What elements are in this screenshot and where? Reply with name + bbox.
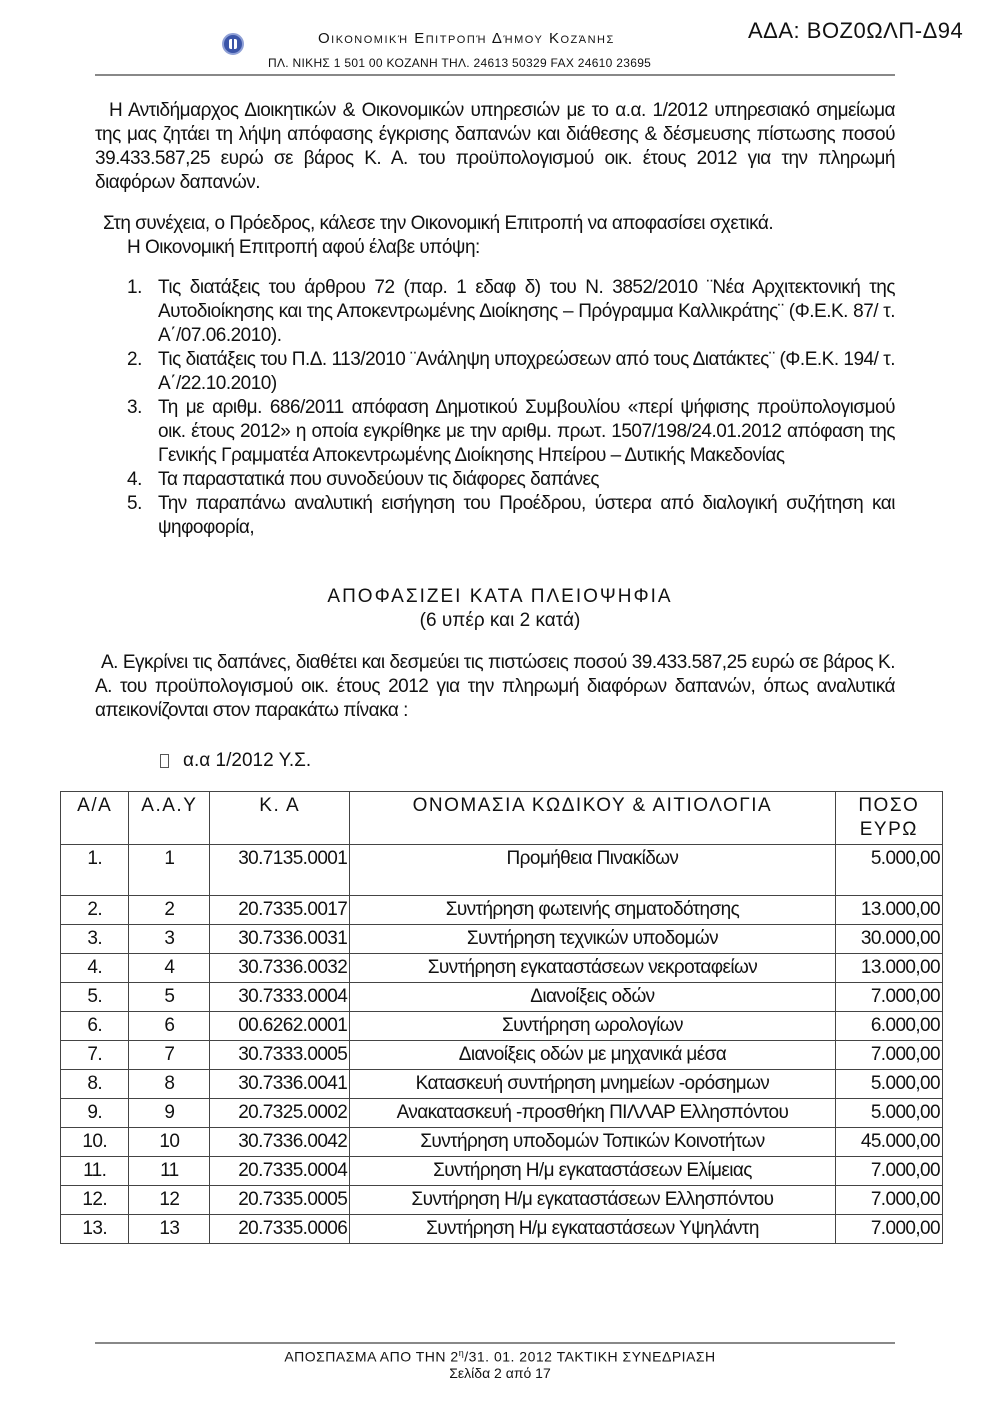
- cell-ka: 20.7325.0002: [210, 1099, 350, 1128]
- cell-amount: 6.000,00: [835, 1012, 942, 1041]
- table-row: [61, 1070, 943, 1099]
- cell-aay: 8: [129, 1070, 210, 1099]
- cell-ka: 30.7333.0004: [210, 983, 350, 1012]
- list-item-number: 2.: [127, 349, 142, 370]
- cell-amount: 13.000,00: [835, 954, 942, 983]
- table-row: [61, 1099, 943, 1128]
- cell-aa: 2.: [61, 896, 129, 925]
- list-item-text: Τις διατάξεις του Π.Δ. 113/2010 ¨Ανάληψη υποχρεώσεων από τους Διατάκτες¨ (Φ.Ε.Κ. 194/ τ. Α΄/22.10.2010): [158, 349, 895, 394]
- cell-aa: 3.: [61, 925, 129, 954]
- cell-ka: 20.7335.0017: [210, 896, 350, 925]
- considerations-list: [127, 276, 895, 540]
- footer-excerpt-prefix: ΑΠΟΣΠΑΣΜΑ ΑΠΟ ΤΗΝ 2: [284, 1348, 459, 1365]
- cell-aa: 12.: [61, 1186, 129, 1215]
- table-row: [61, 845, 943, 896]
- list-item-number: 4.: [127, 469, 142, 490]
- cell-name: Συντήρηση Η/μ εγκαταστάσεων Υψηλάντη: [350, 1215, 835, 1244]
- cell-name: Συντήρηση Η/μ εγκαταστάσεων Ελίμειας: [350, 1157, 835, 1186]
- section-reference: [160, 750, 311, 772]
- table-body: [61, 845, 943, 1244]
- org-title: Οικονομική Επιτροπή Δήμου Κοζάνης: [318, 30, 615, 47]
- list-item-text: Τις διατάξεις του άρθρου 72 (παρ. 1 εδαφ δ) του Ν. 3852/2010 ¨Νέα Αρχιτεκτονική της Αυτοδιοίκησης και της Αποκεντρωμένης Διοίκησης – Πρόγραμμα Καλλικράτης¨ (Φ.Ε.Κ. 87/ τ. Α΄/07.06.2010).: [158, 277, 895, 346]
- list-item-text: Τη με αριθμ. 686/2011 απόφαση Δημοτικού Συμβουλίου «περί ψήφισης προϋπολογισμού οικ. έτους 2012» η οποία εγκρίθηκε με την αριθμ. πρωτ. 1507/198/24.01.2012 απόφαση της Γενικής Γραμματέα Αποκεντρωμένης Διοίκησης Ηπείρου – Δυτικής Μακεδονίας: [158, 397, 895, 466]
- cell-ka: 30.7336.0032: [210, 954, 350, 983]
- cell-ka: 30.7336.0031: [210, 925, 350, 954]
- list-item-number: 3.: [127, 397, 142, 418]
- cell-aa: 11.: [61, 1157, 129, 1186]
- cell-amount: 7.000,00: [835, 1215, 942, 1244]
- cell-amount: 30.000,00: [835, 925, 942, 954]
- vote-count: (6 υπέρ και 2 κατά): [419, 610, 581, 631]
- cell-ka: 20.7335.0004: [210, 1157, 350, 1186]
- cell-ka: 20.7335.0006: [210, 1215, 350, 1244]
- cell-aa: 10.: [61, 1128, 129, 1157]
- cell-aay: 10: [129, 1128, 210, 1157]
- checkbox-bullet-icon: [160, 754, 169, 768]
- list-item-text: Την παραπάνω αναλυτική εισήγηση του Προέδρου, ύστερα από διαλογική συζήτηση και ψηφοφορία,: [158, 493, 895, 538]
- cell-aay: 13: [129, 1215, 210, 1244]
- cell-name: Συντήρηση ωρολογίων: [350, 1012, 835, 1041]
- cell-amount: 7.000,00: [835, 1041, 942, 1070]
- cell-ka: 30.7135.0001: [210, 845, 350, 896]
- cell-aay: 4: [129, 954, 210, 983]
- cell-aay: 9: [129, 1099, 210, 1128]
- cell-amount: 7.000,00: [835, 1186, 942, 1215]
- cell-aay: 3: [129, 925, 210, 954]
- cell-ka: 30.7336.0041: [210, 1070, 350, 1099]
- list-item-number: 1.: [127, 277, 142, 298]
- cell-name: Συντήρηση τεχνικών υποδομών: [350, 925, 835, 954]
- cell-name: Διανοίξεις οδών: [350, 983, 835, 1012]
- footer-excerpt-sup: η: [458, 1348, 465, 1358]
- list-item: [127, 468, 895, 492]
- header-ka: Κ. Α: [210, 792, 350, 845]
- cell-aa: 5.: [61, 983, 129, 1012]
- list-item-text: Τα παραστατικά που συνοδεύουν τις διάφορες δαπάνες: [158, 469, 600, 490]
- cell-ka: 00.6262.0001: [210, 1012, 350, 1041]
- list-item: [127, 492, 895, 540]
- committee-considered-paragraph: Η Οικονομική Επιτροπή αφού έλαβε υπόψη:: [127, 237, 480, 258]
- header-divider: [95, 74, 895, 76]
- intro-paragraph: Η Αντιδήμαρχος Διοικητικών & Οικονομικών υπηρεσιών με το α.α. 1/2012 υπηρεσιακό σημείωμα της μας ζητάει τη λήψη απόφασης έγκρισης δαπανών και διάθεσης & δέσμευσης πίστωσης ποσού 39.433.587,25 ευρώ σε βάρος Κ. Α. του προϋπολογισμού οικ. έτους 2012 για την πληρωμή διαφόρων δαπανών.: [95, 100, 895, 193]
- expenses-table: [60, 791, 943, 1244]
- cell-aa: 9.: [61, 1099, 129, 1128]
- approval-paragraph: Α. Εγκρίνει τις δαπάνες, διαθέτει και δεσμεύει τις πιστώσεις ποσού 39.433.587,25 ευρώ σε βάρος Κ. Α. του προϋπολογισμού οικ. έτους 2012 για την πληρωμή διαφόρων δαπανών, όπως αναλυτικά απεικονίζονται στον παρακάτω πίνακα :: [95, 652, 895, 721]
- cell-aay: 7: [129, 1041, 210, 1070]
- cell-name: Διανοίξεις οδών με μηχανικά μέσα: [350, 1041, 835, 1070]
- cell-name: Συντήρηση φωτεινής σηματοδότησης: [350, 896, 835, 925]
- cell-name: Συντήρηση Η/μ εγκαταστάσεων Ελλησπόντου: [350, 1186, 835, 1215]
- cell-aay: 11: [129, 1157, 210, 1186]
- cell-aa: 1.: [61, 845, 129, 896]
- header-aa: Α/Α: [61, 792, 129, 845]
- cell-ka: 20.7335.0005: [210, 1186, 350, 1215]
- cell-amount: 7.000,00: [835, 983, 942, 1012]
- header-aay: Α.Α.Υ: [129, 792, 210, 845]
- list-item-number: 5.: [127, 493, 142, 514]
- table-row: [61, 1012, 943, 1041]
- ada-code: ΑΔΑ: ΒΟΖ0ΩΛΠ-Δ94: [748, 18, 964, 43]
- cell-aa: 4.: [61, 954, 129, 983]
- cell-aay: 12: [129, 1186, 210, 1215]
- cell-aay: 2: [129, 896, 210, 925]
- cell-aay: 1: [129, 845, 210, 896]
- table-header-row: [61, 792, 943, 845]
- cell-amount: 5.000,00: [835, 1099, 942, 1128]
- footer-divider: [95, 1342, 895, 1344]
- table-row: [61, 954, 943, 983]
- cell-ka: 30.7336.0042: [210, 1128, 350, 1157]
- header-amount: ΠΟΣΟ ΕΥΡΩ: [835, 792, 942, 845]
- cell-aay: 5: [129, 983, 210, 1012]
- table-row: [61, 1186, 943, 1215]
- table-row: [61, 1128, 943, 1157]
- cell-name: Ανακατασκευή -προσθήκη ΠΙΛΛΑΡ Ελλησπόντου: [350, 1099, 835, 1128]
- decision-title: ΑΠΟΦΑΣΙΖΕΙ ΚΑΤΑ ΠΛΕΙΟΨΗΦΙΑ: [327, 586, 673, 607]
- list-item: [127, 348, 895, 396]
- table-row: [61, 925, 943, 954]
- list-item: [127, 396, 895, 468]
- cell-amount: 7.000,00: [835, 1157, 942, 1186]
- header-name: ΟΝΟΜΑΣΙΑ ΚΩΔΙΚΟΥ & ΑΙΤΙΟΛΟΓΙΑ: [350, 792, 835, 845]
- footer-excerpt: [0, 1348, 1000, 1365]
- cell-amount: 45.000,00: [835, 1128, 942, 1157]
- table-row: [61, 1157, 943, 1186]
- cell-ka: 30.7333.0005: [210, 1041, 350, 1070]
- cell-name: Προμήθεια Πινακίδων: [350, 845, 835, 896]
- cell-aa: 7.: [61, 1041, 129, 1070]
- table-row: [61, 896, 943, 925]
- cell-name: Συντήρηση υποδομών Τοπικών Κοινοτήτων: [350, 1128, 835, 1157]
- greek-coat-of-arms-icon: [222, 33, 244, 55]
- cell-name: Κατασκευή συντήρηση μνημείων -ορόσημων: [350, 1070, 835, 1099]
- cell-amount: 5.000,00: [835, 845, 942, 896]
- cell-amount: 13.000,00: [835, 896, 942, 925]
- table-row: [61, 1041, 943, 1070]
- cell-aa: 8.: [61, 1070, 129, 1099]
- section-reference-text: α.α 1/2012 Υ.Σ.: [183, 750, 312, 771]
- cell-aay: 6: [129, 1012, 210, 1041]
- cell-aa: 13.: [61, 1215, 129, 1244]
- footer-excerpt-suffix: /31. 01. 2012 ΤΑΚΤΙΚΗ ΣΥΝΕΔΡΙΑΣΗ: [464, 1348, 716, 1365]
- cell-name: Συντήρηση εγκαταστάσεων νεκροταφείων: [350, 954, 835, 983]
- president-call-paragraph: Στη συνέχεια, ο Πρόεδρος, κάλεσε την Οικονομική Επιτροπή να αποφασίσει σχετικά.: [103, 213, 774, 234]
- org-address: ΠΛ. ΝΙΚΗΣ 1 501 00 ΚΟΖΑΝΗ ΤΗΛ. 24613 50329 FAX 24610 23695: [268, 56, 652, 70]
- page-number: Σελίδα 2 από 17: [449, 1365, 551, 1381]
- cell-amount: 5.000,00: [835, 1070, 942, 1099]
- cell-aa: 6.: [61, 1012, 129, 1041]
- list-item: [127, 276, 895, 348]
- page-header: [0, 0, 1000, 80]
- table-row: [61, 1215, 943, 1244]
- table-row: [61, 983, 943, 1012]
